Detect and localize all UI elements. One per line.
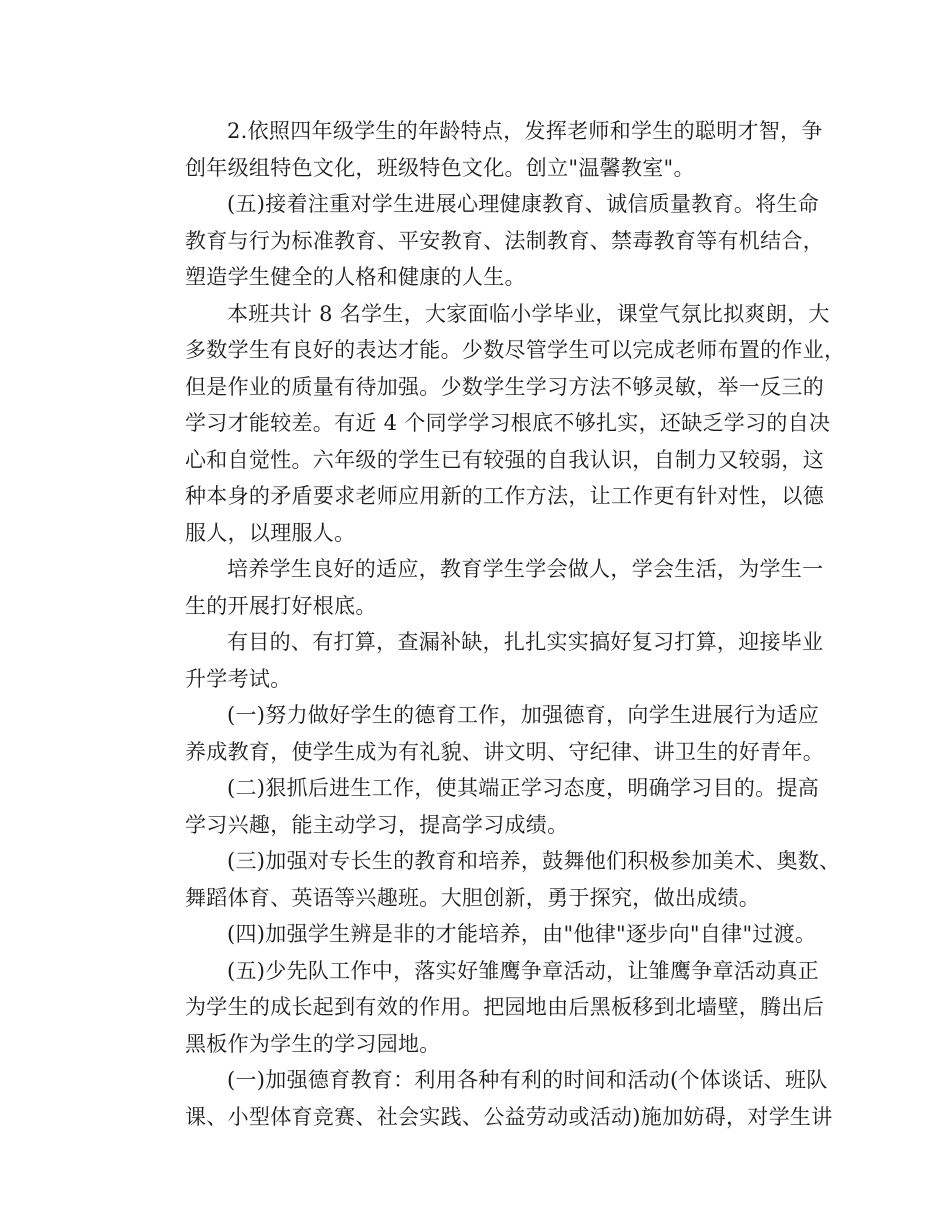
text-line: 本班共计 8 名学生，大家面临小学毕业，课堂气氛比拟爽朗，大: [227, 301, 830, 326]
paragraph: [143, 296, 846, 552]
text-line: 生的开展打好根底。: [185, 593, 377, 618]
text-line: 课、小型体育竞赛、社会实践、公益劳动或活动)施加妨碍，对学生讲: [185, 1104, 833, 1129]
text-line: 2.依照四年级学生的年龄特点，发挥老师和学生的聪明才智，争: [227, 119, 823, 143]
paragraph: [143, 1062, 833, 1135]
text-line: (五)接着注重对学生进展心理健康教育、诚信质量教育。将生命: [227, 192, 820, 216]
text-line: 养成教育，使学生成为有礼貌、讲文明、守纪律、讲卫生的好青年。: [185, 739, 824, 764]
text-line: (四)加强学生辨是非的才能培养，由"他律"逐步向"自律"过渡。: [227, 922, 817, 946]
paragraph: [143, 953, 824, 1063]
text-line: (一)努力做好学生的德育工作，加强德育，向学生进展行为适应: [227, 703, 820, 727]
text-line: (二)狠抓后进生工作，使其端正学习态度，明确学习目的。提高: [227, 776, 820, 800]
paragraph: [143, 624, 824, 697]
document-body: [143, 113, 846, 1135]
text-line: 有目的、有打算，查漏补缺，扎扎实实搞好复习打算，迎接毕业: [227, 630, 824, 654]
text-line: 教育与行为标准教育、平安教育、法制教育、禁毒教育等有机结合，: [185, 228, 824, 253]
text-line: 为学生的成长起到有效的作用。把园地由后黑板移到北墙壁，腾出后: [185, 995, 824, 1019]
text-line: 创年级组特色文化，班级特色文化。创立"温馨教室"。: [185, 155, 695, 180]
text-line: 培养学生良好的适应，教育学生学会做人，学会生活，为学生一: [227, 557, 824, 581]
text-line: 舞蹈体育、英语等兴趣班。大胆创新，勇于探究，做出成绩。: [185, 885, 761, 910]
paragraph: [143, 843, 841, 916]
text-line: 心和自觉性。六年级的学生已有较强的自我认识，自制力又较弱，这: [185, 447, 824, 472]
paragraph: [143, 916, 817, 953]
text-line: (一)加强德育教育：利用各种有利的时间和活动(个体谈话、班队: [227, 1068, 828, 1092]
text-line: 学习才能较差。有近 4 个同学学习根底不够扎实，还缺乏学习的自决: [185, 411, 831, 435]
text-line: (三)加强对专长生的教育和培养，鼓舞他们积极参加美术、奥数、: [227, 849, 841, 873]
text-line: 升学考试。: [185, 666, 292, 691]
paragraph: [143, 697, 824, 770]
text-line: 塑造学生健全的人格和健康的人生。: [185, 265, 526, 289]
paragraph: [143, 113, 823, 186]
text-line: 种本身的矛盾要求老师应用新的工作方法，让工作更有针对性，以德: [185, 484, 824, 508]
paragraph: [143, 770, 820, 843]
text-line: 服人，以理服人。: [185, 520, 356, 545]
text-line: 学习兴趣，能主动学习，提高学习成绩。: [185, 812, 569, 837]
text-line: 但是作业的质量有待加强。少数学生学习方法不够灵敏，举一反三的: [185, 374, 824, 399]
text-line: (五)少先队工作中，落实好雏鹰争章活动，让雏鹰争章活动真正: [227, 958, 820, 983]
paragraph: [143, 186, 824, 296]
text-line: 多数学生有良好的表达才能。少数尽管学生可以完成老师布置的作业，: [185, 338, 846, 362]
text-line: 黑板作为学生的学习园地。: [185, 1031, 441, 1056]
paragraph: [143, 551, 824, 624]
